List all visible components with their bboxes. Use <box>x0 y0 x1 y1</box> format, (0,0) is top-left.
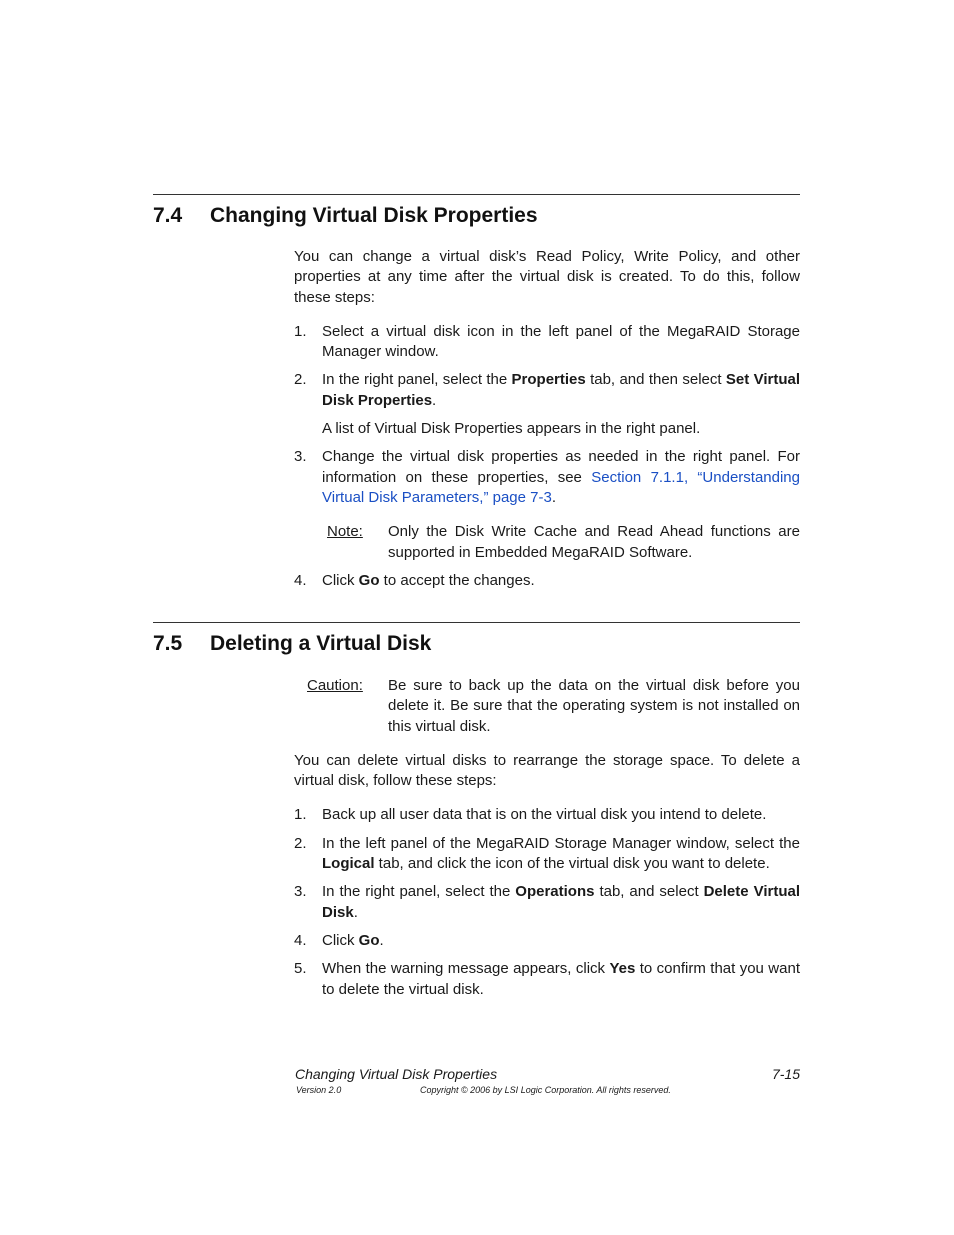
ui-term: Go <box>358 931 380 949</box>
note-text: Only the Disk Write Cache and Read Ahead functions are supported in Embedded MegaRAID Software. <box>388 523 800 561</box>
note-label: Note: <box>327 523 363 541</box>
intro-paragraph: You can change a virtual disk’s Read Policy, Write Policy, and other properties at any time after the virtual disk is created. To do this, follow these steps: <box>294 248 800 306</box>
section-title: Changing Virtual Disk Properties <box>210 204 538 227</box>
footer-version: Version 2.0 <box>296 1085 342 1095</box>
ui-term: Set Virtual Disk Properties <box>322 371 801 409</box>
section-heading-7-5 <box>153 632 431 656</box>
ui-term: Properties <box>511 371 586 389</box>
section-divider <box>153 194 800 195</box>
caution-block <box>294 676 800 737</box>
ui-term: Go <box>358 571 380 589</box>
ui-term: Delete Virtual Disk <box>322 883 800 921</box>
footer-copyright: Copyright © 2006 by LSI Logic Corporation. All rights reserved. <box>420 1085 671 1095</box>
section-body-7-5 <box>294 676 800 1000</box>
cross-reference-link[interactable]: Section 7.1.1, “Understanding Virtual Disk Parameters,” page 7-3 <box>322 468 800 506</box>
caution-text: Be sure to back up the data on the virtual disk before you delete it. Be sure that the operating system is not installed on this virtual disk. <box>388 677 800 735</box>
section-number: 7.5 <box>153 632 183 655</box>
list-item: 2. In the left panel of the MegaRAID Storage Manager window, select the Logical tab, and click the icon of the virtual disk you want to delete. <box>294 834 800 873</box>
list-item: 1. Select a virtual disk icon in the left panel of the MegaRAID Storage Manager window. <box>294 322 800 361</box>
list-item: 3. In the right panel, select the Operations tab, and select Delete Virtual Disk. <box>294 883 800 921</box>
intro-paragraph: You can delete virtual disks to rearrange the storage space. To delete a virtual disk, follow these steps: <box>294 751 800 790</box>
list-item: 3. Change the virtual disk properties as needed in the right panel. For information on these properties, see Section 7.1.1, “Understanding Virtual Disk Parameters,” page 7-3. <box>294 448 800 506</box>
ui-term: Yes <box>609 960 636 978</box>
list-item: 1. Back up all user data that is on the virtual disk you intend to delete. <box>294 806 767 824</box>
list-item: 5. When the warning message appears, click Yes to confirm that you want to delete the virtual disk. <box>294 960 800 998</box>
caution-label: Caution: <box>307 677 363 694</box>
footer-page-number: 7-15 <box>771 1066 800 1082</box>
ui-term: Operations <box>515 883 595 901</box>
section-number: 7.4 <box>153 204 183 227</box>
section-heading-7-4 <box>153 204 538 228</box>
note-block <box>294 522 800 563</box>
section-divider <box>153 622 800 623</box>
step-result: A list of Virtual Disk Properties appears in the right panel. <box>322 420 701 438</box>
footer-running-title: Changing Virtual Disk Properties <box>295 1066 498 1082</box>
list-item: 4. Click Go. <box>294 931 384 949</box>
section-body-7-4 <box>294 247 800 591</box>
section-title: Deleting a Virtual Disk <box>210 632 432 655</box>
list-item: 2. In the right panel, select the Properties tab, and then select Set Virtual Disk Properties. <box>294 371 801 409</box>
list-item: 4. Click Go to accept the changes. <box>294 571 535 589</box>
ui-term: Logical <box>322 855 375 873</box>
